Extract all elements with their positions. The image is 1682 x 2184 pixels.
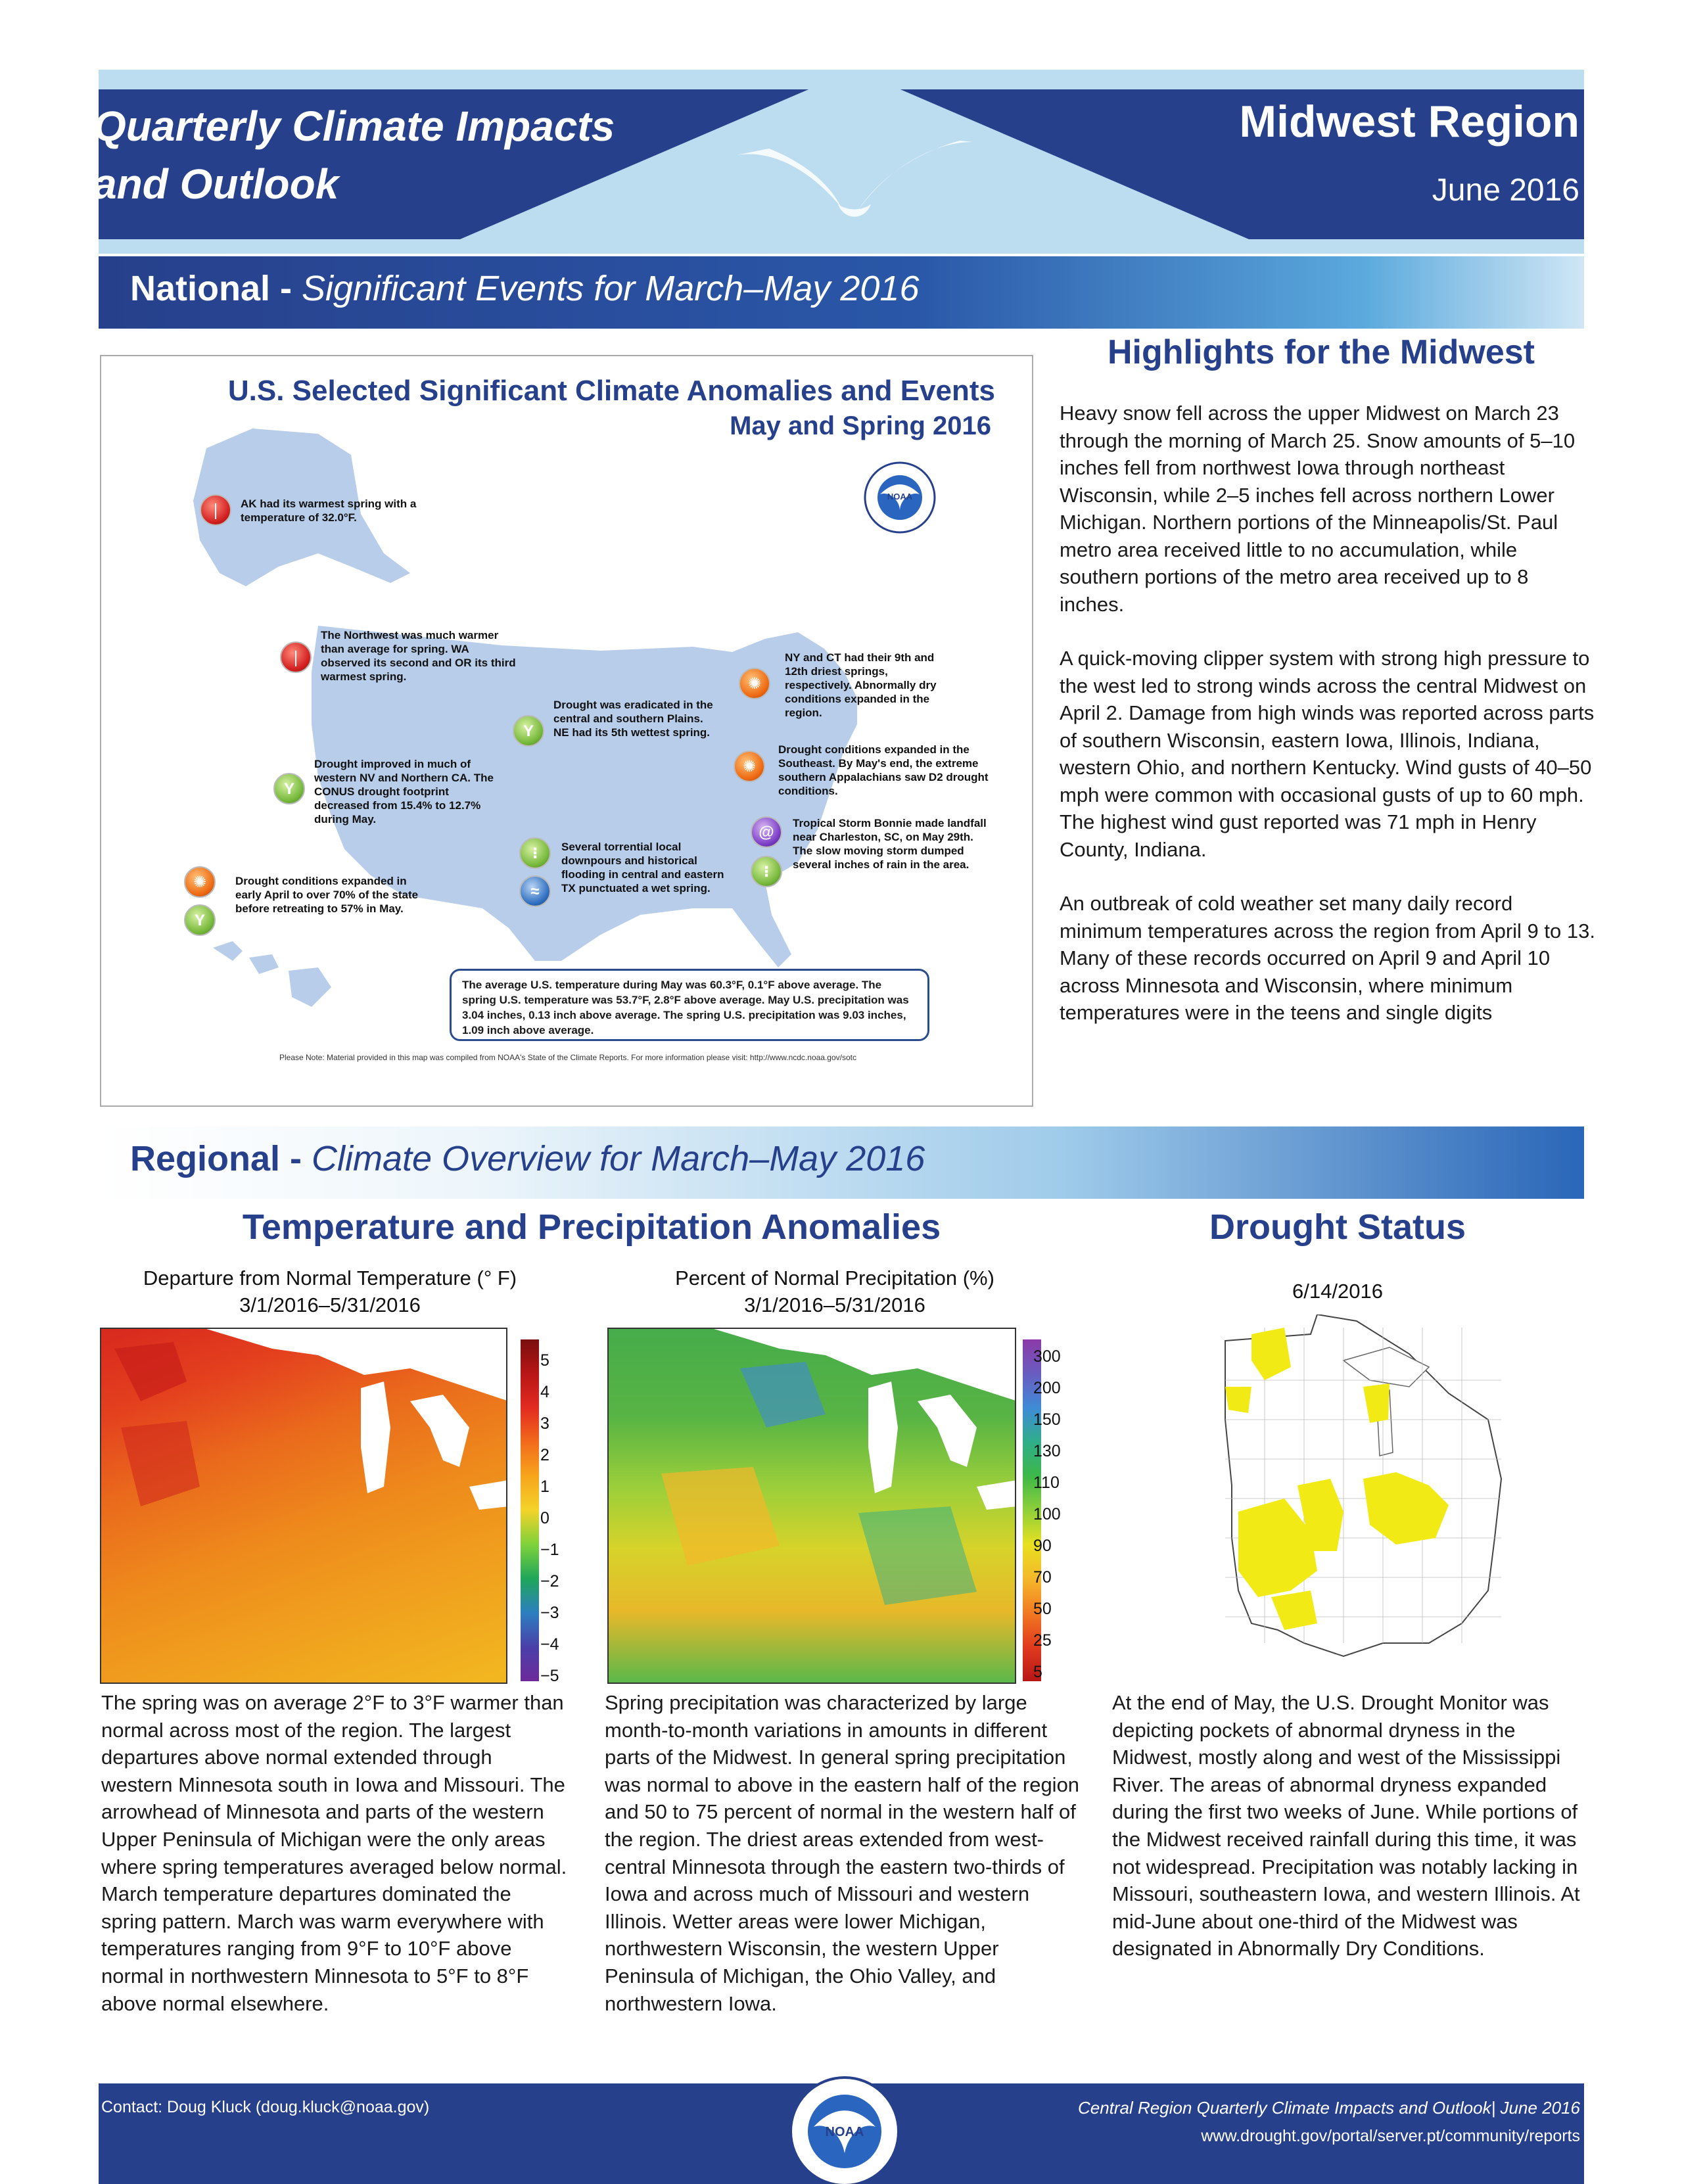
annotation-hawaii: Drought conditions expanded in early April to over 70% of the state before retreating to 57% in May. bbox=[235, 875, 419, 915]
annotation-northwest: The Northwest was much warmer than average for spring. WA observed its second and OR its third warmest spring. bbox=[321, 629, 516, 683]
drought-monitor-map bbox=[1212, 1314, 1514, 1669]
annotation-ny-ct: NY and CT had their 9th and 12th driest springs, respectively. Abnormally dry conditions expanded in the region. bbox=[785, 651, 937, 719]
drought-expanded-icon: ✺ bbox=[184, 866, 216, 898]
temp-scale-label: −3 bbox=[540, 1604, 559, 1622]
national-map-note: Please Note: Material provided in this map was compiled from NOAA's State of the Climate Reports. For more information please visit: http://www.ncdc.noaa.gov/sotc bbox=[279, 1053, 856, 1062]
temp-scale-label: −5 bbox=[540, 1667, 559, 1685]
drought-expanded-icon: ✺ bbox=[734, 751, 765, 782]
annotation-bonnie: Tropical Storm Bonnie made landfall near Charleston, SC, on May 29th. The slow moving storm dumped several inches of rain in the area. bbox=[793, 817, 987, 871]
region-title: Midwest Region bbox=[1239, 97, 1579, 147]
annotation-plains: Drought was eradicated in the central and southern Plains. NE had its 5th wettest spring. bbox=[553, 699, 713, 739]
noaa-footer-seal-icon bbox=[789, 2076, 900, 2184]
report-title-line2: and Outlook bbox=[93, 160, 339, 208]
national-map-title: U.S. Selected Significant Climate Anomalies and Events bbox=[227, 375, 995, 407]
drought-improved-icon: Y bbox=[184, 904, 216, 936]
highlights-paragraph: A quick-moving clipper system with strong high pressure to the west led to strong winds across the central Midwest on April 2. Damage from high winds was reported across parts of southern Wisconsin, eastern Iowa, Illinois, Indiana, western Ohio, and northern Kentucky. Wind gusts of 40–50 mph were common with occasional gusts of up to 60 mph. The highest wind gust reported was 71 mph in Henry County, Indiana. bbox=[1060, 647, 1595, 861]
national-summary-box: The average U.S. temperature during May was 60.3°F, 0.1°F above average. The spring U.S. temperature was 53.7°F, 2.8°F above average. May U.S. precipitation was 3.04 inches, 0.13 inch above average. The spring U.S. precipitation was 9.03 inches, 1.09 inch above average. bbox=[450, 969, 929, 1041]
temp-scale-label: −2 bbox=[540, 1572, 559, 1591]
precip-scale-label: 90 bbox=[1033, 1537, 1052, 1555]
precipitation-map-overlay bbox=[609, 1329, 1016, 1684]
regional-section-heading bbox=[130, 1138, 925, 1179]
temp-scale-label: 4 bbox=[540, 1383, 549, 1401]
drought-description: At the end of May, the U.S. Drought Monitor was depicting pockets of abnormal dryness in the Midwest, mostly along and west of the Mississippi River. The areas of abnormal dryness expanded during the first two weeks of June. While portions of the Midwest received rainfall during this time, it was not widespread. Precipitation was notably lacking in Missouri, southeastern Iowa, and western Illinois. At mid-June about one-third of the Midwest was designated in Abnormally Dry Conditions. bbox=[1112, 1691, 1580, 1961]
tropical-storm-icon: @ bbox=[751, 816, 782, 848]
national-map-subtitle: May and Spring 2016 bbox=[730, 411, 991, 440]
temp-map-caption-dates: 3/1/2016–5/31/2016 bbox=[239, 1293, 421, 1316]
temp-map-caption-title: Departure from Normal Temperature (° F) bbox=[143, 1266, 517, 1289]
national-section-label: National - bbox=[130, 269, 302, 308]
temp-scale-label: 0 bbox=[540, 1509, 549, 1527]
annotation-alaska: AK had its warmest spring with a temperature of 32.0°F. bbox=[241, 498, 417, 524]
precip-scale-label: 5 bbox=[1033, 1663, 1042, 1681]
national-section-heading bbox=[130, 268, 919, 309]
heavy-rain-icon: ⁝ bbox=[751, 856, 782, 887]
report-title-line1: Quarterly Climate Impacts bbox=[93, 103, 615, 150]
temp-scale-label: −1 bbox=[540, 1541, 559, 1559]
highlights-heading: Highlights for the Midwest bbox=[1108, 333, 1535, 371]
precip-scale-label: 130 bbox=[1033, 1442, 1061, 1460]
national-section-subtitle: Significant Events for March–May 2016 bbox=[302, 269, 920, 308]
regional-section-band bbox=[99, 1127, 1584, 1199]
precip-scale-label: 200 bbox=[1033, 1379, 1061, 1397]
dry-conditions-icon: ✺ bbox=[739, 668, 770, 699]
annotation-southeast: Drought conditions expanded in the Southeast. By May's end, the extreme southern Appalachians saw D2 drought conditions. bbox=[778, 743, 989, 797]
temp-scale-label: −4 bbox=[540, 1635, 559, 1654]
temperature-map-overlay bbox=[101, 1329, 507, 1684]
thermometer-warm-icon: ❘ bbox=[280, 641, 312, 673]
precip-scale-label: 50 bbox=[1033, 1600, 1052, 1618]
annotation-nv-ca: Drought improved in much of western NV and Northern CA. The CONUS drought footprint decreased from 15.4% to 12.7% during May. bbox=[314, 758, 494, 825]
precip-map-caption bbox=[605, 1265, 1065, 1318]
drought-improved-icon: Y bbox=[513, 715, 544, 747]
drought-map-date: 6/14/2016 bbox=[1292, 1280, 1383, 1303]
report-date: June 2016 bbox=[1432, 173, 1579, 208]
temp-scale-label: 5 bbox=[540, 1351, 549, 1370]
noaa-seal-icon bbox=[864, 461, 936, 534]
heavy-rain-icon: ⁝ bbox=[519, 837, 551, 869]
precip-map-caption-dates: 3/1/2016–5/31/2016 bbox=[744, 1293, 925, 1316]
temp-scale-label: 1 bbox=[540, 1477, 549, 1496]
noaa-footer-seal-label: NOAA bbox=[825, 2125, 864, 2139]
report-title bbox=[93, 97, 751, 213]
precip-scale-label: 110 bbox=[1033, 1474, 1060, 1492]
temp-scale-label: 2 bbox=[540, 1446, 549, 1464]
precip-scale-label: 300 bbox=[1033, 1347, 1061, 1366]
precip-map-caption-title: Percent of Normal Precipitation (%) bbox=[675, 1266, 994, 1289]
noaa-seal-label: NOAA bbox=[887, 492, 913, 501]
drought-improved-icon: Y bbox=[273, 773, 305, 804]
temperature-description: The spring was on average 2°F to 3°F warmer than normal across most of the region. The largest departures above normal extended through western Minnesota south in Iowa and Missouri. The arrowhead of Minnesota and parts of the western Upper Peninsula of Michigan were the only areas where spring temperatures averaged below normal. March temperature departures dominated the spring pattern. March was warm everywhere with temperatures ranging from 9°F to 10°F above normal in northwestern Minnesota to 5°F to 8°F above normal elsewhere. bbox=[101, 1691, 567, 2015]
flooding-icon: ≈ bbox=[519, 875, 551, 907]
drought-heading: Drought Status bbox=[1209, 1207, 1466, 1247]
thermometer-warm-icon: ❘ bbox=[200, 494, 231, 526]
page-footer bbox=[99, 2083, 1584, 2184]
national-section-band bbox=[99, 256, 1584, 329]
footer-publication: Central Region Quarterly Climate Impacts and Outlook| June 2016 bbox=[1077, 2098, 1580, 2118]
highlights-body bbox=[1060, 400, 1599, 1054]
footer-url: www.drought.gov/portal/server.pt/community/reports bbox=[1201, 2127, 1580, 2145]
precip-scale-label: 100 bbox=[1033, 1505, 1061, 1523]
national-anomalies-figure bbox=[100, 355, 1033, 1107]
precipitation-description: Spring precipitation was characterized by large month-to-month variations in amounts in different parts of the Midwest. In general spring precipitation was normal to above in the eastern half of the region and 50 to 75 percent of normal in the western half of the region. The driest areas extended from west-central Minnesota through the eastern two-thirds of Iowa and across much of Missouri and western Illinois. Wetter areas were lower Michigan, northwestern Wisconsin, the western Upper Peninsula of Michigan, the Ohio Valley, and northwestern Iowa. bbox=[605, 1691, 1080, 2015]
regional-section-label: Regional - bbox=[130, 1139, 312, 1178]
precip-scale-label: 25 bbox=[1033, 1631, 1052, 1650]
regional-section-subtitle: Climate Overview for March–May 2016 bbox=[312, 1139, 925, 1178]
temperature-departure-map bbox=[100, 1328, 507, 1684]
temp-map-caption bbox=[100, 1265, 560, 1318]
precip-scale-label: 70 bbox=[1033, 1568, 1052, 1587]
annotation-texas: Several torrential local downpours and historical flooding in central and eastern TX punctuated a wet spring. bbox=[561, 841, 724, 895]
precip-scale-label: 150 bbox=[1033, 1410, 1061, 1429]
temp-scale-label: 3 bbox=[540, 1414, 549, 1433]
precipitation-percent-map bbox=[607, 1328, 1016, 1684]
temp-precip-heading: Temperature and Precipitation Anomalies bbox=[242, 1207, 941, 1247]
highlights-paragraph: An outbreak of cold weather set many daily record minimum temperatures across the region from April 9 to 13. Many of these records occurred on April 9 and April 10 across Minnesota and Wisconsin, where minimum temperatures were in the teens and single digits bbox=[1060, 892, 1595, 1024]
highlights-paragraph: Heavy snow fell across the upper Midwest on March 23 through the morning of March 25. Snow amounts of 5–10 inches fell from northwest Iowa through northeast Wisconsin, while 2–5 inches fell across northern Lower Michigan. Northern portions of the Minneapolis/St. Paul metro area received little to no accumulation, while southern portions of the metro area received up to 8 inches. bbox=[1060, 402, 1576, 616]
temperature-colorbar-strip bbox=[521, 1339, 539, 1681]
footer-contact: Contact: Doug Kluck (doug.kluck@noaa.gov) bbox=[101, 2098, 430, 2116]
